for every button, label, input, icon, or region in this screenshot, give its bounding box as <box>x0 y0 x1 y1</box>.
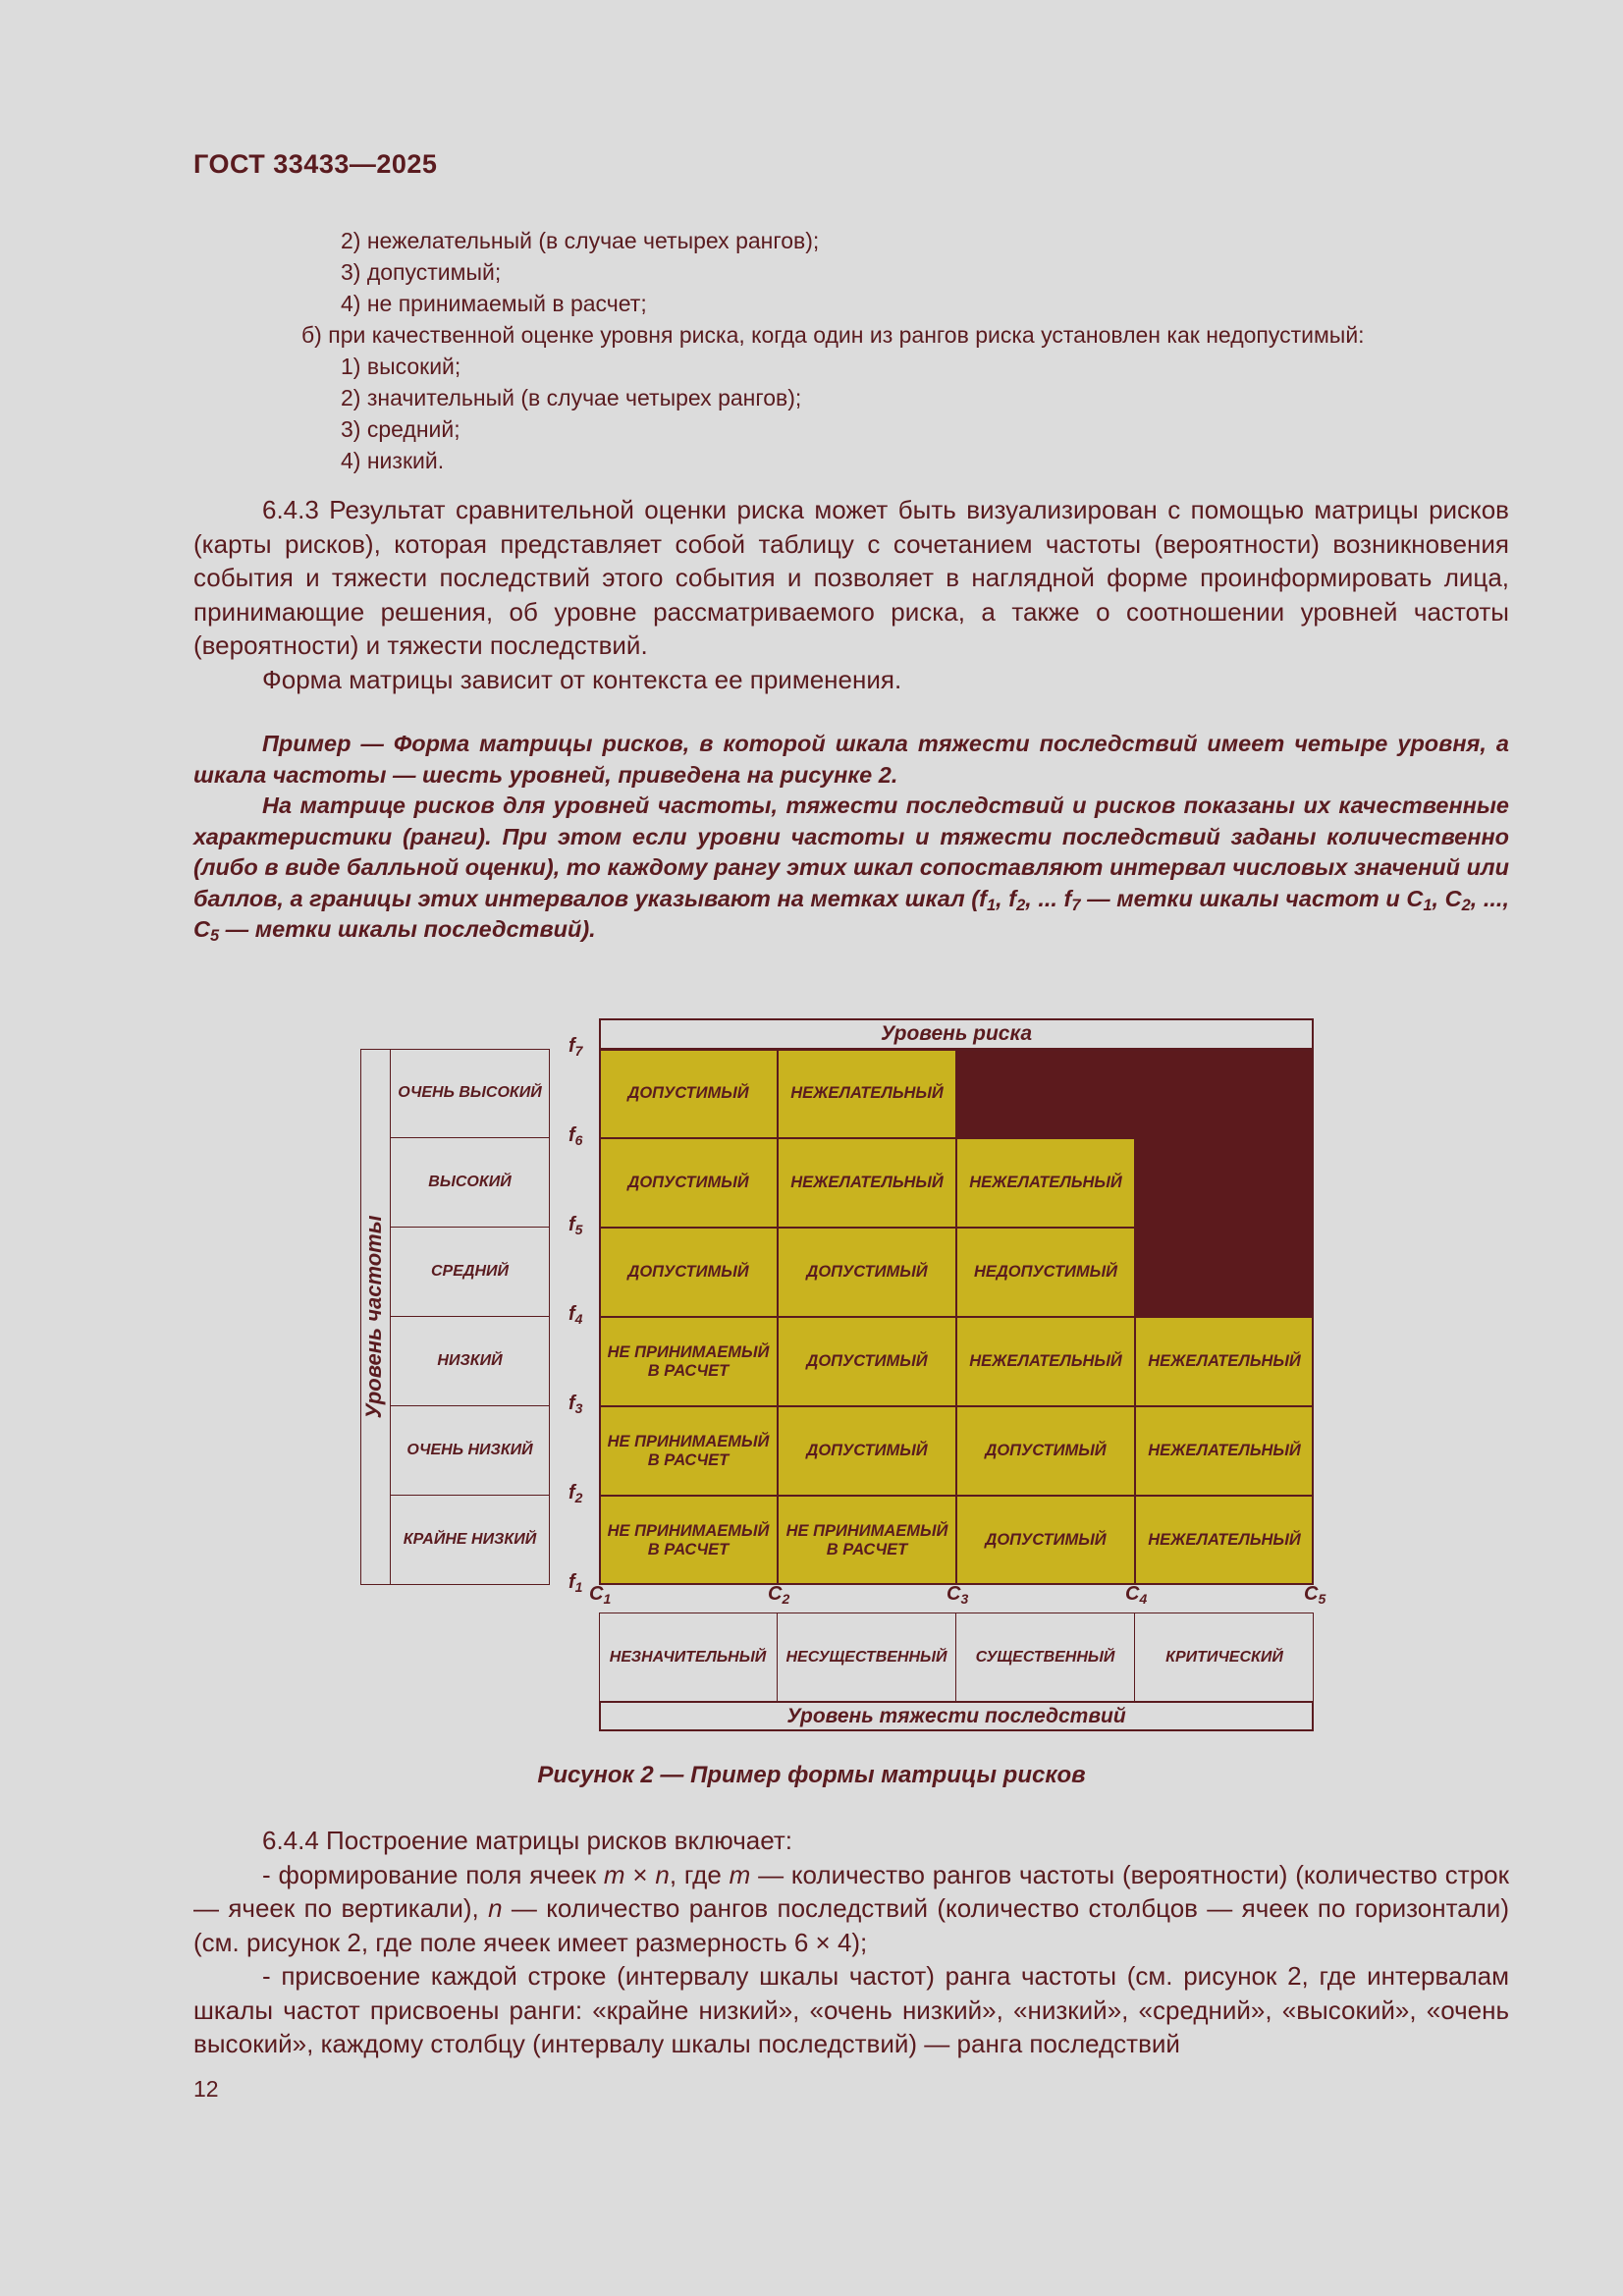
matrix-cell: ДОПУСТИМЫЙ <box>599 1228 778 1317</box>
list-item <box>341 354 460 380</box>
frequency-mark: $f_6$ <box>568 1124 583 1148</box>
severity-mark: $C_5$ <box>1304 1583 1326 1607</box>
matrix-cell: НЕ ПРИНИМАЕМЫЙ В РАСЧЕТ <box>599 1406 778 1496</box>
frequency-mark: $f_4$ <box>568 1303 583 1327</box>
severity-labels-border <box>599 1613 1314 1702</box>
example-block <box>193 729 1509 946</box>
severity-title: Уровень тяжести последствий <box>599 1701 1314 1731</box>
list-item-text: допустимый; <box>366 259 502 285</box>
example-paragraph: Пример — Форма матрицы рисков, в которой шкала тяжести последствий имеет четыре уровня, а шкала частоты — шесть уровней, приведена на рисунке 2. <box>193 731 1509 788</box>
severity-mark: $C_4$ <box>1125 1583 1148 1607</box>
list-item-text: нежелательный (в случае четырех рангов); <box>366 228 820 253</box>
severity-mark: $C_3$ <box>947 1583 969 1607</box>
list-item-number: 4) <box>341 291 361 316</box>
matrix-cell: ДОПУСТИМЫЙ <box>778 1406 956 1496</box>
paragraph: 6.4.4 Построение матрицы рисков включает: <box>262 1826 792 1855</box>
list-item-text: при качественной оценке уровня риска, когда один из рангов риска установлен как недопустимый: <box>328 322 1365 348</box>
frequency-rank-label: ОЧЕНЬ ВЫСОКИЙ <box>390 1049 550 1138</box>
frequency-mark: $f_7$ <box>568 1035 583 1059</box>
list-item <box>341 385 801 411</box>
severity-rank-label: СУЩЕСТВЕННЫЙ <box>956 1613 1135 1702</box>
matrix-cell: ДОПУСТИМЫЙ <box>778 1317 956 1406</box>
frequency-rank-label: ВЫСОКИЙ <box>390 1138 550 1228</box>
document-header: ГОСТ 33433—2025 <box>193 149 438 179</box>
list-item-number: 1) <box>341 354 361 379</box>
matrix-cell: ДОПУСТИМЫЙ <box>778 1228 956 1317</box>
page-number: 12 <box>193 2076 219 2102</box>
paragraph: 6.4.3 Результат сравнительной оценки риска может быть визуализирован с помощью матрицы рисков (карты рисков), которая представляет собой таблицу с сочетанием частоты (вероятности) возникновения события и тяжести последствий этого события и позволяет в наглядной форме проинформировать лица, принимающие решения, об уровне рассматриваемого риска, а также о соотношении уровней частоты (вероятности) и тяжести последствий. <box>193 495 1509 660</box>
severity-rank-label: НЕЗНАЧИТЕЛЬНЫЙ <box>599 1613 778 1702</box>
list-item-text: значительный (в случае четырех рангов); <box>366 385 802 410</box>
list-item-text: не принимаемый в расчет; <box>366 291 647 316</box>
frequency-mark: $f_5$ <box>568 1214 583 1237</box>
list-intro <box>301 322 1365 349</box>
paragraph: - формирование поля ячеек m × n, где m — количество рангов частоты (вероятности) (количество строк — ячеек по вертикали), n — количество рангов последствий (количество столбцов — ячеек по горизонтали) (см. рисунок 2, где поле ячеек имеет размерность 6 × 4); <box>193 1859 1509 1957</box>
list-item-text: низкий. <box>366 448 445 473</box>
list-item-text: высокий; <box>366 354 461 379</box>
list-item <box>341 259 501 286</box>
list-item <box>341 228 819 254</box>
frequency-rank-label: ОЧЕНЬ НИЗКИЙ <box>390 1406 550 1496</box>
matrix-cell: НЕЖЕЛАТЕЛЬНЫЙ <box>956 1317 1135 1406</box>
matrix-cell: НЕ ПРИНИМАЕМЫЙ В РАСЧЕТ <box>599 1317 778 1406</box>
matrix-cell: ДОПУСТИМЫЙ <box>956 1406 1135 1496</box>
matrix-cell: НЕДОПУСТИМЫЙ <box>956 1228 1135 1317</box>
frequency-mark: $f_1$ <box>568 1571 583 1595</box>
frequency-mark: $f_3$ <box>568 1393 583 1416</box>
list-item <box>341 291 647 317</box>
list-item-number: 2) <box>341 228 361 253</box>
severity-rank-label: НЕСУЩЕСТВЕННЫЙ <box>778 1613 956 1702</box>
matrix-cell: НЕЖЕЛАТЕЛЬНЫЙ <box>1135 1317 1314 1406</box>
frequency-rank-label: СРЕДНИЙ <box>390 1228 550 1317</box>
list-item <box>341 416 460 443</box>
list-item-number: 3) <box>341 259 361 285</box>
figure-caption: Рисунок 2 — Пример формы матрицы рисков <box>537 1762 1086 1788</box>
matrix-cell: НЕЖЕЛАТЕЛЬНЫЙ <box>956 1138 1135 1228</box>
matrix-cell: ДОПУСТИМЫЙ <box>956 1496 1135 1585</box>
severity-mark: $C_1$ <box>589 1583 612 1607</box>
frequency-labels-border <box>390 1049 550 1585</box>
list-item-number: 3) <box>341 416 361 442</box>
matrix-border <box>599 1049 1314 1585</box>
frequency-rank-label: КРАЙНЕ НИЗКИЙ <box>390 1496 550 1585</box>
matrix-cell: ДОПУСТИМЫЙ <box>599 1138 778 1228</box>
list-item-number: 2) <box>341 385 361 410</box>
matrix-cell: НЕ ПРИНИМАЕМЫЙ В РАСЧЕТ <box>599 1496 778 1585</box>
section-6-4-3 <box>193 493 1509 696</box>
list-item-text: средний; <box>366 416 460 442</box>
matrix-cell: НЕЖЕЛАТЕЛЬНЫЙ <box>1135 1406 1314 1496</box>
frequency-mark: $f_2$ <box>568 1482 583 1505</box>
matrix-cell: НЕЖЕЛАТЕЛЬНЫЙ <box>1135 1496 1314 1585</box>
list-item-number: б) <box>301 322 322 348</box>
severity-rank-label: КРИТИЧЕСКИЙ <box>1165 1648 1283 1666</box>
list-item-number: 4) <box>341 448 361 473</box>
paragraph: - присвоение каждой строке (интервалу шкалы частот) ранга частоты (см. рисунок 2, где интервалам шкалы частот присвоены ранги: «крайне низкий», «очень низкий», «низкий», «средний», «высокий», «очень высокий», каждому столбцу (интервалу шкалы последствий) — ранга последствий <box>193 1961 1509 2058</box>
severity-mark: $C_2$ <box>768 1583 790 1607</box>
matrix-cell: НЕЖЕЛАТЕЛЬНЫЙ <box>778 1049 956 1138</box>
risk-level-title: Уровень риска <box>599 1018 1314 1050</box>
matrix-cell: ДОПУСТИМЫЙ <box>599 1049 778 1138</box>
example-paragraph: На матрице рисков для уровней частоты, тяжести последствий и рисков показаны их качественные характеристики (ранги). При этом если уровни частоты и тяжести последствий заданы количественно (либо в виде балльной оценки), то каждому рангу этих шкал сопоставляют интервал числовых значений или баллов, а границы этих интервалов указывают на метках шкал ($f_1$, $f_2$, ... $f_7$ — метки шкалы частот и $C_1$, $C_2$, ..., $C_5$ — метки шкалы последствий). <box>193 793 1509 945</box>
section-6-4-4 <box>193 1824 1509 2061</box>
paragraph: Форма матрицы зависит от контекста ее применения. <box>262 664 902 694</box>
frequency-rank-label: НИЗКИЙ <box>390 1317 550 1406</box>
list-item <box>341 448 444 474</box>
matrix-cell: НЕЖЕЛАТЕЛЬНЫЙ <box>778 1138 956 1228</box>
frequency-title: Уровень частоты <box>361 1215 386 1419</box>
matrix-cell: НЕ ПРИНИМАЕМЫЙ В РАСЧЕТ <box>778 1496 956 1585</box>
